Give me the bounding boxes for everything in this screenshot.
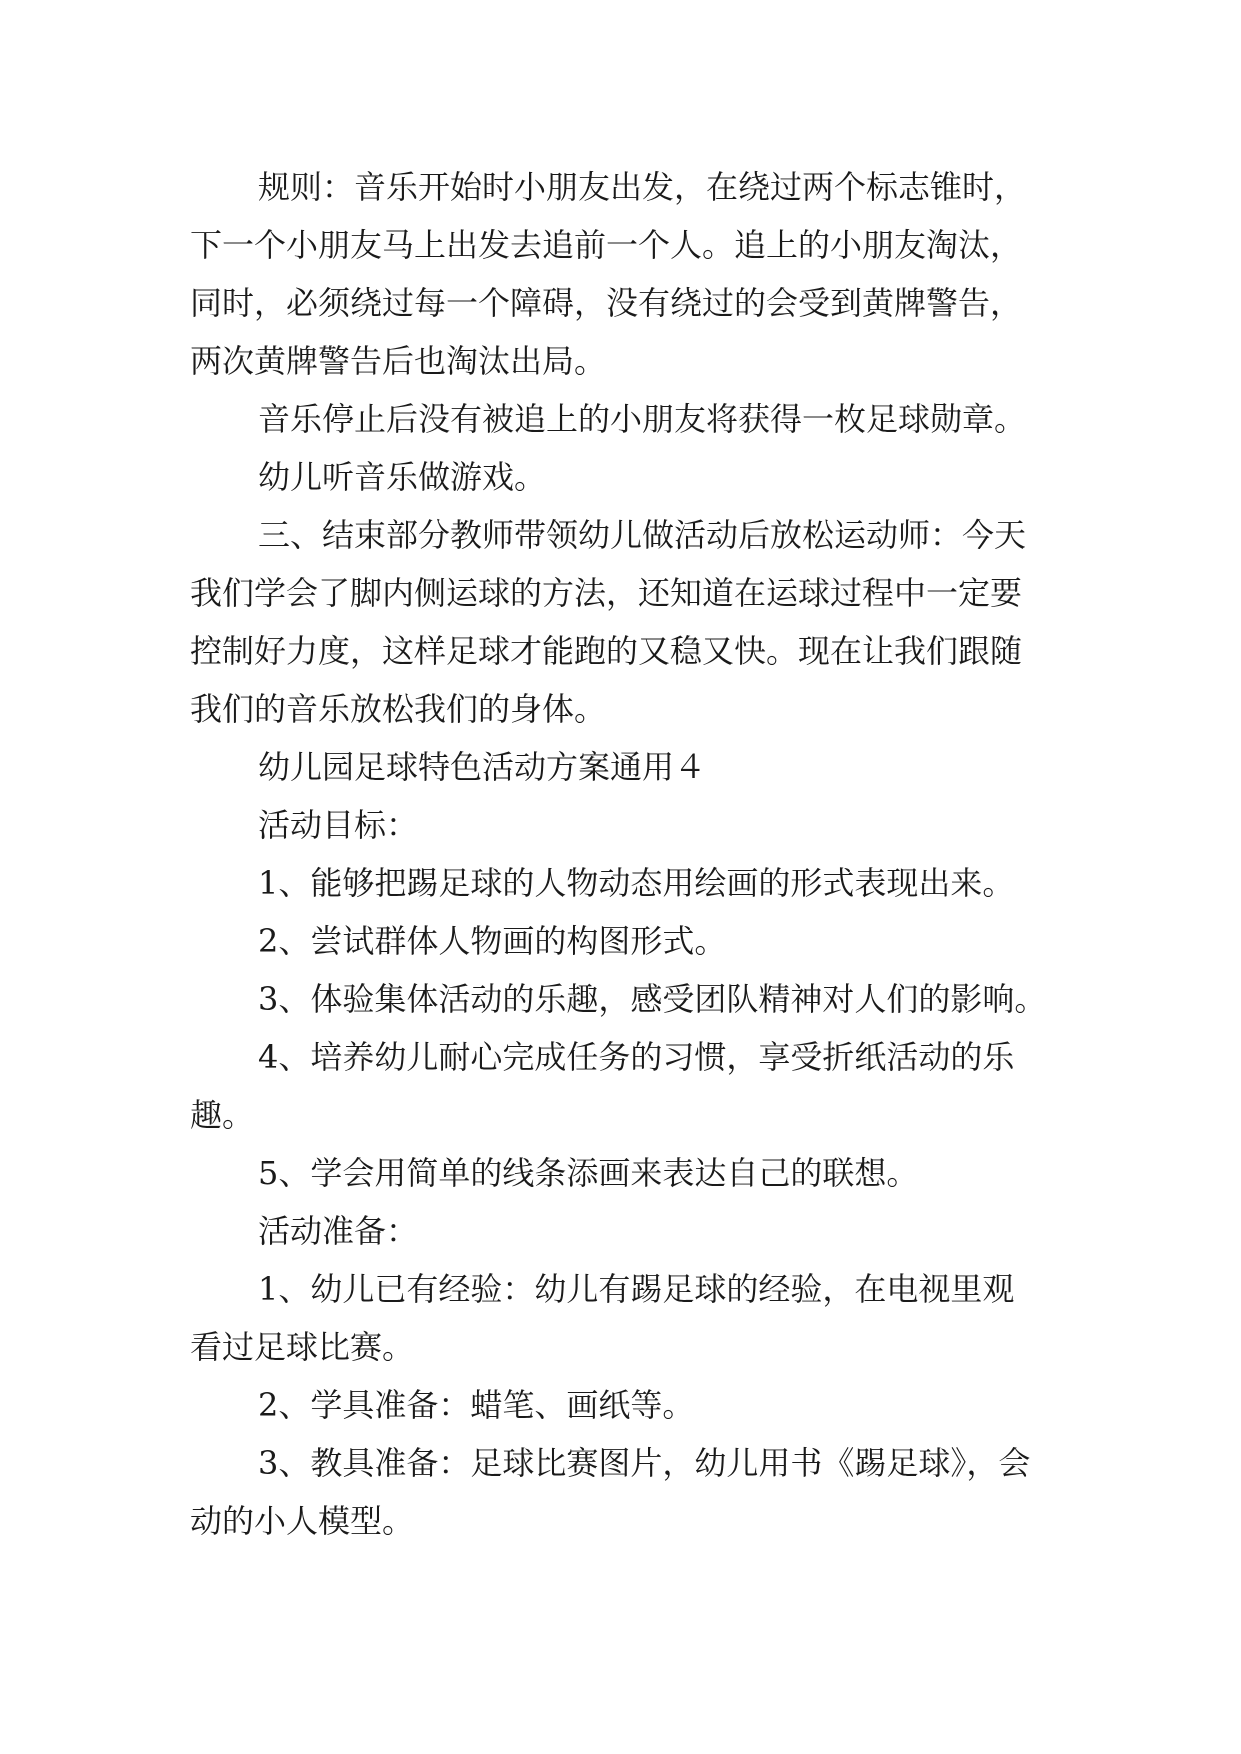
line-text: 两次黄牌警告后也淘汰出局。	[190, 342, 607, 380]
text-line	[0, 1492, 1241, 1550]
line-text: 同时，必须绕过每一个障碍，没有绕过的会受到黄牌警告，	[190, 284, 1023, 322]
line-text: 幼儿园足球特色活动方案通用４	[258, 748, 707, 786]
line-text: 3、教具准备：足球比赛图片，幼儿用书《踢足球》，会	[258, 1444, 1031, 1482]
list-item	[0, 970, 1241, 1028]
text-line	[0, 506, 1241, 564]
line-text: 2、尝试群体人物画的构图形式。	[258, 922, 727, 960]
text-line	[0, 448, 1241, 506]
line-text: 5、学会用简单的线条添画来表达自己的联想。	[258, 1154, 919, 1192]
line-text: 2、学具准备：蜡笔、画纸等。	[258, 1386, 695, 1424]
list-item	[0, 1434, 1241, 1492]
text-line	[0, 680, 1241, 738]
subheading	[0, 796, 1241, 854]
list-item	[0, 1376, 1241, 1434]
line-text: 三、结束部分教师带领幼儿做活动后放松运动师：今天	[258, 516, 1027, 554]
line-text: 我们的音乐放松我们的身体。	[190, 690, 607, 728]
line-text: 幼儿听音乐做游戏。	[258, 458, 547, 496]
text-line	[0, 1086, 1241, 1144]
text-line	[0, 332, 1241, 390]
line-text: 趣。	[190, 1096, 255, 1134]
line-text: 规则：音乐开始时小朋友出发，在绕过两个标志锥时，	[258, 168, 1027, 206]
line-text: 下一个小朋友马上出发去追前一个人。追上的小朋友淘汰，	[190, 226, 1023, 264]
line-text: 动的小人模型。	[190, 1502, 415, 1540]
text-line	[0, 1318, 1241, 1376]
text-line	[0, 158, 1241, 216]
section-title	[0, 738, 1241, 796]
text-line	[0, 216, 1241, 274]
line-text: 活动目标：	[258, 806, 419, 844]
text-line	[0, 274, 1241, 332]
text-line	[0, 622, 1241, 680]
list-item	[0, 1260, 1241, 1318]
line-text: 4、培养幼儿耐心完成任务的习惯，享受折纸活动的乐	[258, 1038, 1015, 1076]
text-line	[0, 390, 1241, 448]
line-text: 看过足球比赛。	[190, 1328, 415, 1366]
list-item	[0, 1144, 1241, 1202]
line-text: 音乐停止后没有被追上的小朋友将获得一枚足球勋章。	[258, 400, 1027, 438]
list-item	[0, 854, 1241, 912]
subheading	[0, 1202, 1241, 1260]
line-text: 控制好力度，这样足球才能跑的又稳又快。现在让我们跟随	[190, 632, 1023, 670]
line-text: 活动准备：	[258, 1212, 419, 1250]
list-item	[0, 912, 1241, 970]
list-item	[0, 1028, 1241, 1086]
line-text: 1、能够把踢足球的人物动态用绘画的形式表现出来。	[258, 864, 1015, 902]
line-text: 我们学会了脚内侧运球的方法，还知道在运球过程中一定要	[190, 574, 1023, 612]
line-text: 1、幼儿已有经验：幼儿有踢足球的经验，在电视里观	[258, 1270, 1015, 1308]
text-line	[0, 564, 1241, 622]
line-text: 3、体验集体活动的乐趣，感受团队精神对人们的影响。	[258, 980, 1047, 1018]
